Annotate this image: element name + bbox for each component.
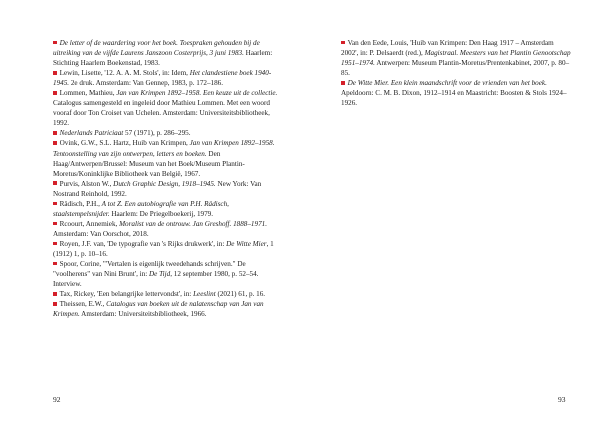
- entry-title-italic: De Tijd: [148, 270, 171, 279]
- bibliography-entry: [53, 128, 279, 138]
- entry-title-italic: Leeslint: [193, 290, 216, 299]
- entry-text: Spoor, Corine, '"Vertalen is eigenlijk tweedehands schrijven." De "voolherens" van Nini Brunt', in:: [53, 260, 246, 279]
- bibliography-column-left: [53, 38, 279, 319]
- entry-title-italic: De Witte Mier. Een klein maandschrift voor de vrienden van het boek.: [347, 79, 547, 88]
- page-number-right: 93: [558, 395, 566, 404]
- entry-text: Ovink, G.W., S.L. Hartz, Huib van Krimpen,: [59, 139, 190, 148]
- entry-text: Purvis, Alston W.,: [59, 179, 114, 188]
- entry-title-italic: Moralist van de ontrouw. Jan Greshoff. 1888–1971.: [119, 219, 267, 228]
- entry-text: Rädisch, P.H.,: [59, 199, 102, 208]
- square-bullet-icon: [53, 242, 57, 246]
- square-bullet-icon: [53, 262, 57, 266]
- entry-title-italic: Dutch Graphic Design, 1918–1945.: [113, 179, 216, 188]
- bibliography-entry: [53, 289, 279, 299]
- entry-text: (2021) 61, p. 16.: [215, 290, 266, 299]
- square-bullet-icon: [53, 302, 57, 306]
- entry-title-italic: Het clandestiene boek 1940-1945.: [53, 69, 272, 88]
- square-bullet-icon: [53, 91, 57, 95]
- square-bullet-icon: [53, 181, 57, 185]
- bibliography-entry: [53, 88, 279, 128]
- entry-text: Haarlem: De Priegelboekerij, 1979.: [109, 209, 214, 218]
- entry-text: Haarlem: Stichting Haarlem Boekenstad, 1983.: [53, 49, 273, 68]
- entry-title-italic: Catalogus van boeken uit de nalatenschap van Jan van Krimpen.: [53, 300, 264, 319]
- bibliography-entry: [53, 179, 279, 199]
- entry-text: Catalogus samengesteld en ingeleid door Mathieu Lommen. Met een woord vooraf door Ton Croiset van Uchelen. Amsterdam: Universiteitsbibliotheek, 1992.: [53, 99, 270, 128]
- square-bullet-icon: [53, 292, 57, 296]
- square-bullet-icon: [341, 41, 345, 45]
- entry-text: Theissen, E.W.,: [59, 300, 107, 309]
- entry-text: Antwerpen: Museum Plantin-Moretus/Prentenkabinet, 2007, p. 80–85.: [341, 59, 570, 78]
- entry-title-italic: Jan van Krimpen 1892–1958. Een keuze uit de collectie.: [116, 89, 278, 98]
- entry-text: Lommen, Mathieu,: [59, 89, 117, 98]
- entry-text: Lewin, Lisette, '12. A. A. M. Stols', in: Idem,: [59, 69, 190, 78]
- entry-text: Amsterdam: Van Oorschot, 2018.: [53, 229, 149, 238]
- bibliography-entry: [53, 299, 279, 319]
- square-bullet-icon: [341, 81, 345, 85]
- bibliography-entry: [53, 219, 279, 239]
- entry-text: Rcoourt, Annemiek,: [59, 219, 120, 228]
- bibliography-entry: [53, 199, 279, 219]
- entry-text: , 1 (1912) 1, p. 10–16.: [53, 239, 274, 258]
- right-page: [300, 0, 600, 429]
- entry-title-italic: De letter of de waardering voor het boek. Toespraken gehouden bij de uitreiking van de vijfde Laurens Janszoon Costerprijs, 3 juni 1983.: [53, 39, 260, 58]
- bibliography-entry: [53, 138, 279, 178]
- square-bullet-icon: [53, 131, 57, 135]
- entry-title-italic: De Witte Mier: [226, 239, 267, 248]
- entry-title-italic: Magistraal. Meesters van het Plantin Genootschap 1951–1974.: [341, 49, 571, 68]
- entry-title-italic: Nederlands Patriciaat: [59, 129, 124, 138]
- entry-text: 2e druk. Amsterdam: Van Gennep, 1983, p. 172–186.: [69, 79, 224, 88]
- square-bullet-icon: [53, 71, 57, 75]
- square-bullet-icon: [53, 202, 57, 206]
- entry-text: Amsterdam: Universiteitsbibliotheek, 1966.: [79, 310, 207, 319]
- bibliography-entry: [53, 259, 279, 289]
- entry-text: Den Haag/Antwerpen/Brussel: Museum van het Boek/Museum Plantin-Moretus/Koninklijke Bibliotheek van België, 1967.: [53, 149, 245, 178]
- bibliography-entry: [53, 239, 279, 259]
- bibliography-entry: [341, 38, 571, 78]
- entry-text: Van den Eede, Louis, 'Huib van Krimpen: Den Haag 1917 – Amsterdam 2002', in: P. Delsaerdt (red.),: [341, 39, 554, 58]
- entry-text: Apeldoorn: C. M. B. Dixon, 1912–1914 en Maastricht: Boosten & Stols 1924–1926.: [341, 89, 567, 108]
- bibliography-entry: [53, 68, 279, 88]
- entry-text: New York: Van Nostrand Reinhold, 1992.: [53, 179, 262, 198]
- entry-text: 57 (1971), p. 286–295.: [123, 129, 191, 138]
- entry-title-italic: Jan van Krimpen 1892–1958. Tentoonstelling van zijn ontwerpen, letters en boeken.: [53, 139, 275, 158]
- square-bullet-icon: [53, 141, 57, 145]
- square-bullet-icon: [53, 222, 57, 226]
- page-number-left: 92: [53, 395, 61, 404]
- bibliography-entry: [341, 78, 571, 108]
- entry-text: Tax, Rickey, 'Een belangrijke lettervondst', in:: [59, 290, 194, 299]
- entry-title-italic: A tot Z. Een autobiografie van P.H. Rädisch, staalstempelsnijder.: [53, 199, 229, 218]
- square-bullet-icon: [53, 41, 57, 45]
- entry-text: , 12 september 1980, p. 52–54. Interview.: [53, 270, 259, 289]
- entry-text: Royen, J.F. van, 'De typografie van 's Rijks drukwerk', in:: [59, 239, 227, 248]
- bibliography-column-right: [341, 38, 571, 108]
- bibliography-entry: [53, 38, 279, 68]
